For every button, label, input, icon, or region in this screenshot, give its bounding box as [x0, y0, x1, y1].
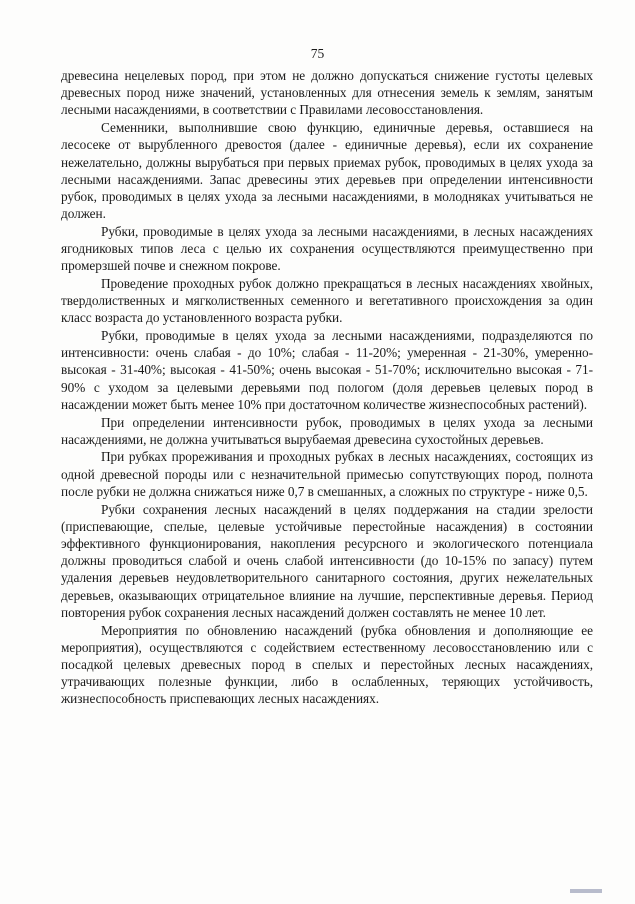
paragraph-berry-forest-types: Рубки, проводимые в целях ухода за лесными насаждениями, в лесных насаждениях ягодниковых типов леса с целью их сохранения осуществляются преимущественно при промерзшей почве и снежном покрове. — [61, 223, 593, 274]
page-number: 75 — [310, 46, 325, 61]
scan-artifact-mark — [570, 889, 602, 893]
body-text — [61, 67, 593, 708]
paragraph-conservation-cuttings: Рубки сохранения лесных насаждений в целях поддержания на стадии зрелости (приспевающие, спелые, целевые устойчивые перестойные насаждения) в состоянии эффективного функционирования, накопления ресурсного и экологического потенциала должны проводиться слабой и очень слабой интенсивности (до 10-15% по запасу) путем удаления деревьев неудовлетворительного санитарного состояния, других нежелательных деревьев, оказывающих отрицательное влияние на лучшие, перспективные деревья. Период повторения рубок сохранения лесных насаждений должен составлять не менее 10 лет. — [61, 501, 593, 620]
paragraph-thinning-density: При рубках прореживания и проходных рубках в лесных насаждениях, состоящих из одной древесной породы или с незначительной примесью сопутствующих пород, полнота после рубки не должна снижаться ниже 0,7 в смешанных, а сложных по структуре - ниже 0,5. — [61, 449, 593, 499]
paragraph-continuation: древесина нецелевых пород, при этом не должно допускаться снижение густоты целевых древесных пород ниже значений, установленных для отнесения земель к землям, занятым лесными насаждениями, в соответствии с Правилами лесовосстановления. — [61, 68, 593, 118]
paragraph-intensity-classes: Рубки, проводимые в целях ухода за лесными насаждениями, подразделяются по интенсивности: очень слабая - до 10%; слабая - 11-20%; умеренная - 21-30%, умеренно-высокая - 31-40%; высокая - 41-50%; очень высокая - 51-70%; исключительно высокая - 71-90% с уходом за целевыми деревьями под пологом (доля деревьев целевых пород в насаждении может быть менее 10% при достаточном количестве жизнеспособных растений). — [61, 328, 593, 412]
paragraph-dead-trees: При определении интенсивности рубок, проводимых в целях ухода за лесными насаждениями, не должна учитываться вырубаемая древесина сухостойных деревьев. — [61, 414, 593, 447]
paragraph-seed-trees: Семенники, выполнившие свою функцию, единичные деревья, оставшиеся на лесосеке от вырубленного древостоя (далее - единичные деревья), если их сохранение нежелательно, должны вырубаться при первых приемах рубок, проводимых в целях ухода за лесными насаждениями. Запас древесины этих деревьев при определении интенсивности рубок, проводимых в целях ухода за лесными насаждениями, в молодняках учитываться не должен. — [61, 120, 593, 222]
paragraph-renewal-measures: Мероприятия по обновлению насаждений (рубка обновления и дополняющие ее мероприятия), осуществляются с содействием естественному лесовосстановлению или с посадкой целевых древесных пород в спелых и перестойных лесных насаждениях, утрачивающих полезные функции, либо в ослабленных, теряющих устойчивость, жизнеспособность приспевающих лесных насаждениях. — [61, 622, 593, 707]
paragraph-passage-cuttings: Проведение проходных рубок должно прекращаться в лесных насаждениях хвойных, твердолиственных и мягколиственных семенного и вегетативного происхождения за один класс возраста до установленного возраста рубки. — [61, 275, 593, 326]
